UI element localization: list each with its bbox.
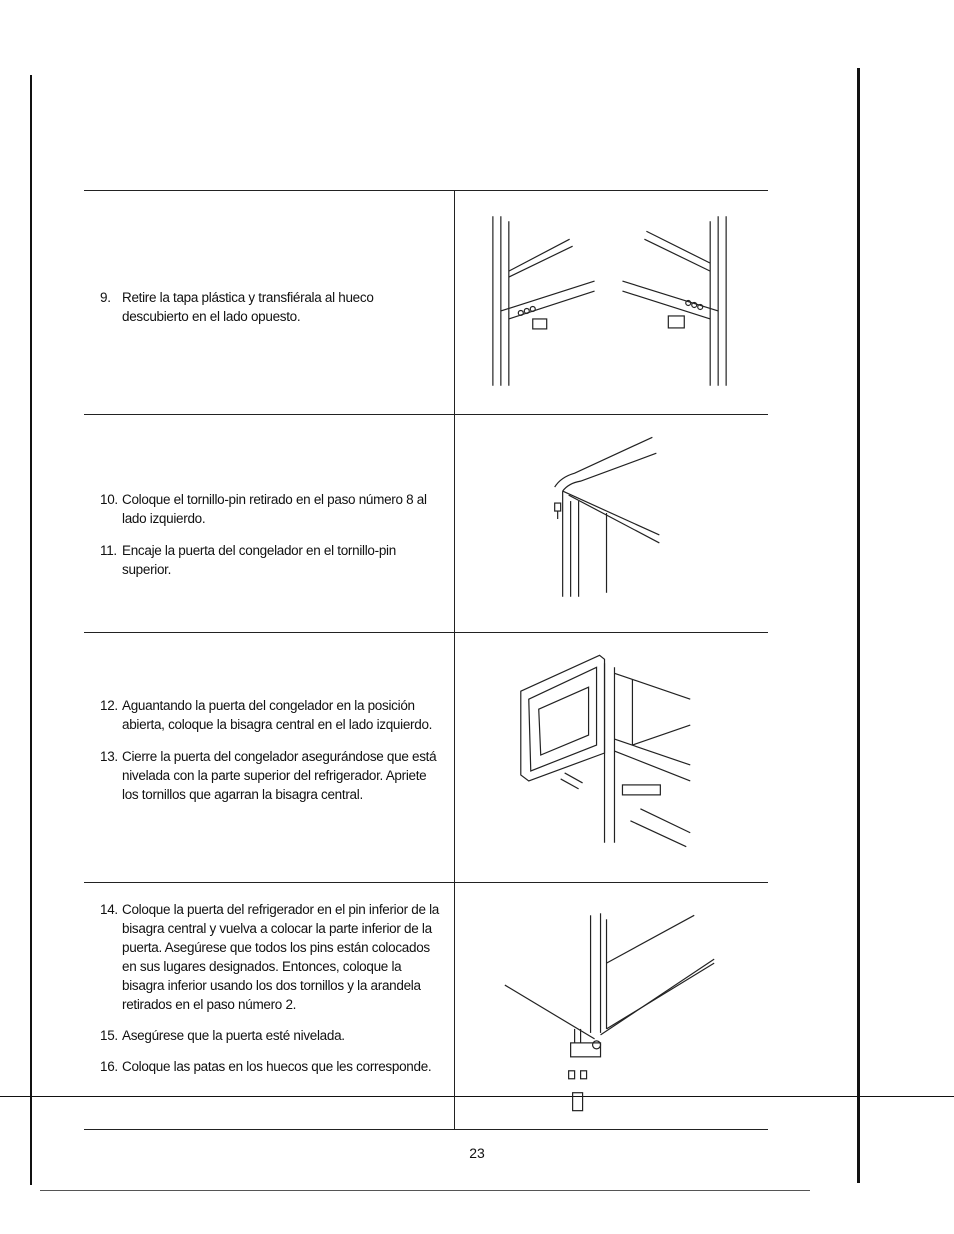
instruction-row-4	[84, 882, 768, 1130]
step-number: 12.	[100, 698, 118, 713]
step-text: Cierre la puerta del congelador asegurándose que está nivelada con la parte superior del refrigerador. Apriete los tornillos que agarran la bisagra central.	[122, 749, 437, 802]
step-number: 14.	[100, 902, 118, 917]
page-number: 23	[469, 1145, 485, 1161]
plastic-cap-illustration	[455, 191, 768, 415]
step-11	[100, 541, 440, 579]
step-text-cell	[84, 415, 454, 633]
step-14	[100, 900, 440, 1014]
instruction-row-1	[84, 190, 768, 415]
step-13	[100, 747, 440, 804]
step-text: Coloque las patas en los huecos que les corresponde.	[122, 1059, 432, 1074]
step-number: 16.	[100, 1059, 118, 1074]
illustration-cell	[454, 415, 768, 633]
step-text-cell	[84, 633, 454, 883]
step-text-cell	[84, 883, 454, 1129]
instruction-row-2	[84, 414, 768, 633]
left-margin-line	[30, 75, 32, 1185]
bottom-hinge-illustration	[455, 883, 768, 1129]
step-number: 13.	[100, 749, 118, 764]
center-hinge-illustration	[455, 633, 768, 883]
step-text: Coloque la puerta del refrigerador en el pin inferior de la bisagra central y vuelva a colocar la parte inferior de la puerta. Asegúrese que todos los pins están colocados en sus lugares designados. Entonces, coloque la bisagra inferior usando los dos tornillos y la arandela retirados en el paso número 2.	[122, 902, 440, 1012]
step-number: 15.	[100, 1028, 118, 1043]
illustration-cell	[454, 883, 768, 1129]
right-margin-line	[857, 68, 860, 1183]
step-15	[100, 1026, 440, 1045]
step-number: 9.	[100, 290, 111, 305]
step-9	[100, 288, 440, 326]
illustration-cell	[454, 633, 768, 883]
illustration-cell	[454, 191, 768, 415]
step-16	[100, 1057, 440, 1076]
instruction-row-3	[84, 632, 768, 883]
bottom-scan-line	[40, 1190, 810, 1191]
step-10	[100, 490, 440, 528]
step-12	[100, 696, 440, 734]
step-text-cell	[84, 191, 454, 415]
step-text: Retire la tapa plástica y transfiérala al hueco descubierto en el lado opuesto.	[122, 290, 374, 324]
step-number: 11.	[100, 543, 117, 558]
step-text: Coloque el tornillo-pin retirado en el paso número 8 al lado izquierdo.	[122, 492, 427, 526]
step-text: Encaje la puerta del congelador en el tornillo-pin superior.	[122, 543, 396, 577]
freezer-door-pin-illustration	[455, 415, 768, 633]
step-number: 10.	[100, 492, 118, 507]
step-text: Aguantando la puerta del congelador en la posición abierta, coloque la bisagra central en el lado izquierdo.	[122, 698, 433, 732]
step-text: Asegúrese que la puerta esté nivelada.	[122, 1028, 345, 1043]
